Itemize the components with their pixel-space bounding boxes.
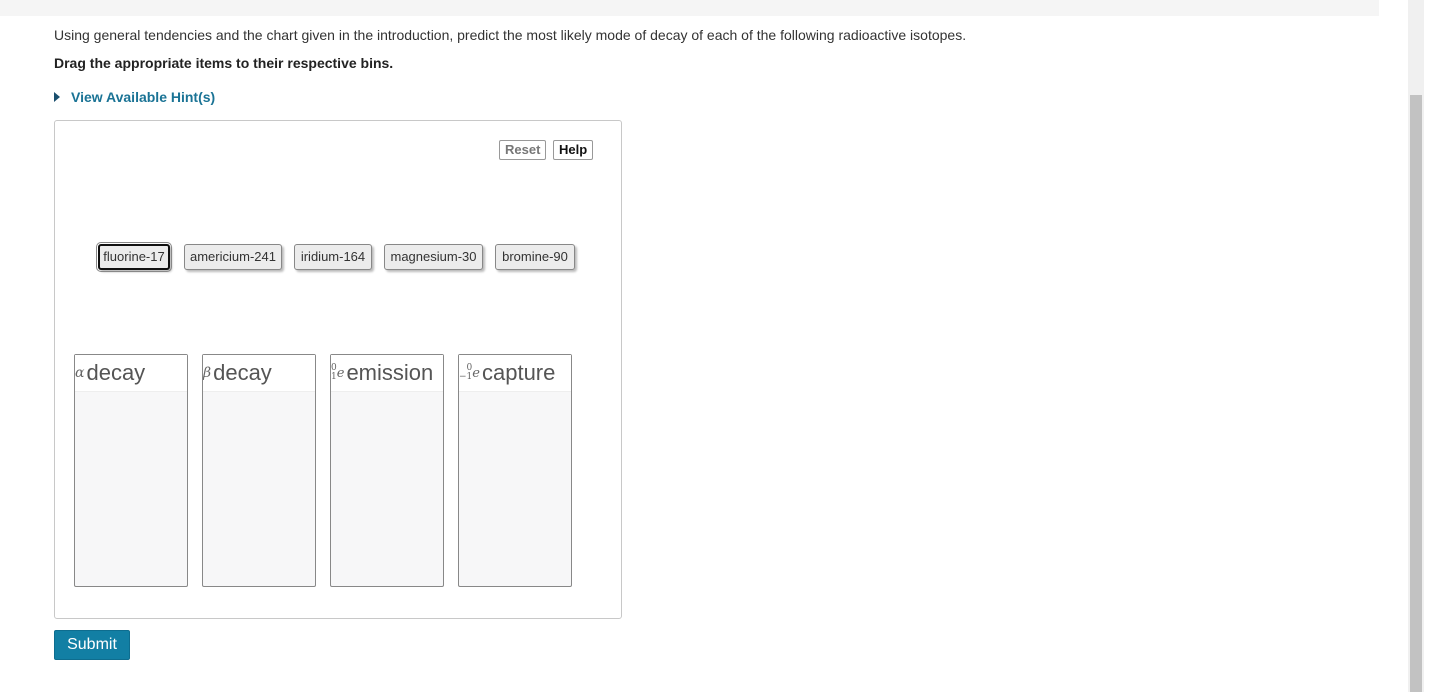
bin-alpha-decay[interactable] [74,354,188,587]
top-band [0,0,1379,16]
bin-header [331,355,443,392]
triangle-right-icon [54,92,60,102]
mass-number: 0 [466,363,473,373]
drag-item-bromine-90[interactable]: bromine-90 [495,244,575,270]
bin-header [75,355,187,392]
mass-number: 0 [331,363,337,373]
drag-instruction: Drag the appropriate items to their respective bins. [54,55,394,71]
bin-electron-capture[interactable] [458,354,572,587]
hint-label: View Available Hint(s) [71,89,216,105]
help-button[interactable]: Help [553,140,593,160]
beta-symbol: β [203,365,212,381]
electron-notation [459,364,480,382]
bin-positron-emission[interactable] [330,354,444,587]
scrollbar-thumb[interactable] [1410,95,1422,692]
bin-header [459,355,571,392]
charge-number: 1 [331,372,337,382]
charge-number: −1 [459,372,473,382]
bin-label: capture [481,360,556,385]
bin-label: emission [346,360,434,385]
drag-item-magnesium-30[interactable]: magnesium-30 [384,244,483,270]
positron-notation [331,364,344,382]
submit-button[interactable]: Submit [54,630,130,660]
bin-label: decay [86,360,146,385]
question-instructions: Using general tendencies and the chart given in the introduction, predict the most likely mode of decay of each of the following radioactive isotopes. [54,27,967,43]
particle-symbol: e [472,365,480,381]
view-hints-link[interactable] [54,89,215,105]
bin-header [203,355,315,392]
reset-button[interactable]: Reset [499,140,546,160]
drag-item-americium-241[interactable]: americium-241 [184,244,282,270]
alpha-symbol: α [75,365,85,381]
drag-item-fluorine-17[interactable]: fluorine-17 [98,244,170,270]
bin-label: decay [213,360,272,385]
particle-symbol: e [336,365,345,381]
bin-beta-decay[interactable] [202,354,316,587]
drag-item-iridium-164[interactable]: iridium-164 [294,244,372,270]
drag-drop-panel [54,120,622,619]
